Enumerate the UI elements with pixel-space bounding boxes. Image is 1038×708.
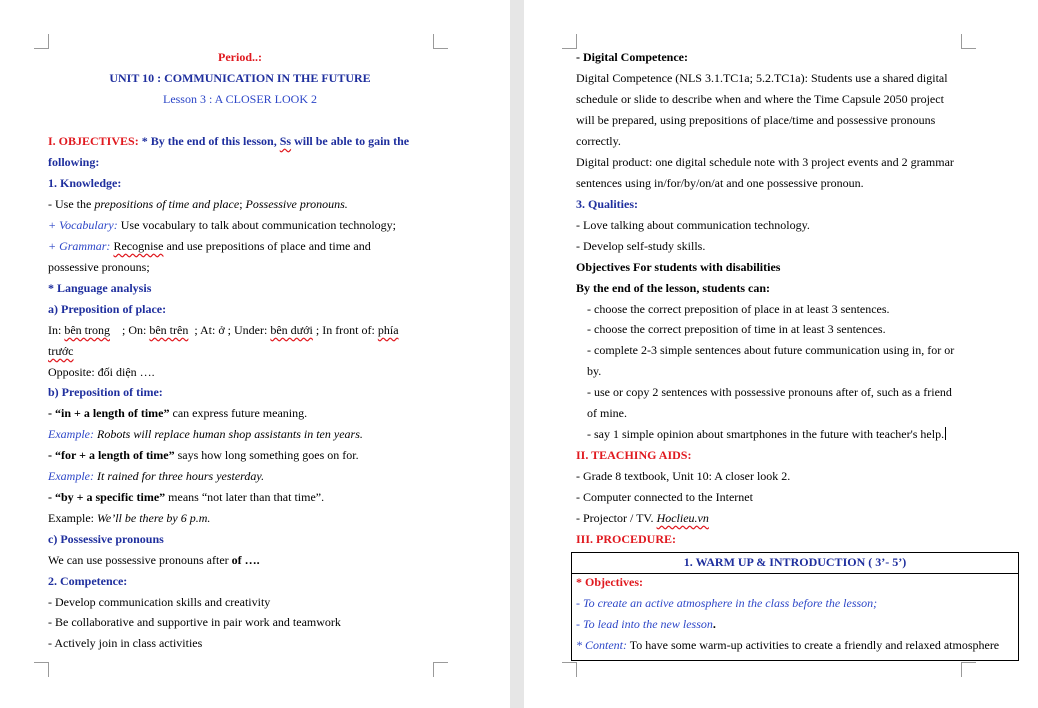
text-line[interactable]: Opposite: đối diện ….: [48, 365, 155, 379]
spellcheck-word: Recognise: [113, 239, 164, 253]
text-line[interactable]: We can use possessive pronouns after of ….: [48, 553, 260, 567]
document-page-2: [524, 0, 1038, 708]
text-line[interactable]: of mine.: [587, 406, 627, 420]
text-line[interactable]: - Develop self-study skills.: [576, 239, 706, 253]
time-heading[interactable]: b) Preposition of time:: [48, 385, 163, 399]
text-line[interactable]: In: bên trong ; On: bên trên ; At: ở ; Under: bên dưới ; In front of: phía: [48, 323, 399, 337]
text-line[interactable]: - complete 2-3 simple sentences about future communication using in, for or: [587, 343, 955, 357]
table-text-line[interactable]: - To create an active atmosphere in the class before the lesson;: [576, 596, 878, 610]
text-line[interactable]: - “in + a length of time” can express future meaning.: [48, 406, 308, 420]
teaching-aids-heading[interactable]: II. TEACHING AIDS:: [576, 448, 692, 462]
qualities-heading[interactable]: 3. Qualities:: [576, 197, 638, 211]
text-line[interactable]: - Be collaborative and supportive in pair work and teamwork: [48, 615, 341, 629]
table-text-line[interactable]: - To lead into the new lesson.: [576, 617, 716, 631]
text-line[interactable]: - say 1 simple opinion about smartphones in the future with teacher's help.: [587, 427, 945, 441]
text-line[interactable]: - Develop communication skills and creativity: [48, 595, 271, 609]
crop-mark-bottom-right: [961, 662, 976, 677]
document-page-1: [0, 0, 510, 708]
hyperlink-text[interactable]: Hoclieu.vn: [656, 511, 709, 525]
crop-mark-top-left: [34, 34, 49, 49]
crop-mark-top-left: [562, 34, 577, 49]
table-header-row: [572, 553, 1018, 574]
unit-title[interactable]: UNIT 10 : COMMUNICATION IN THE FUTURE: [109, 71, 371, 85]
text-line[interactable]: - Actively join in class activities: [48, 636, 203, 650]
crop-mark-bottom-left: [34, 662, 49, 677]
text-line[interactable]: - “by + a specific time” means “not later than that time”.: [48, 490, 325, 504]
text-line[interactable]: - Use the prepositions of time and place; Possessive pronouns.: [48, 197, 348, 211]
disabilities-subheading[interactable]: By the end of the lesson, students can:: [576, 281, 771, 295]
text-line[interactable]: - use or copy 2 sentences with possessive pronouns after of, such as a friend: [587, 385, 952, 399]
objectives-line[interactable]: I. OBJECTIVES: * By the end of this lesson, Ss will be able to gain the: [48, 134, 410, 148]
text-line[interactable]: + Vocabulary: Use vocabulary to talk about communication technology;: [48, 218, 397, 232]
text-line[interactable]: trước: [48, 344, 74, 358]
text-line[interactable]: - “for + a length of time” says how long something goes on for.: [48, 448, 359, 462]
crop-mark-bottom-right: [433, 662, 448, 677]
period-label[interactable]: Period..:: [218, 50, 262, 64]
competence-heading[interactable]: 2. Competence:: [48, 574, 128, 588]
text-line[interactable]: possessive pronouns;: [48, 260, 150, 274]
crop-mark-bottom-left: [562, 662, 577, 677]
text-line[interactable]: sentences using in/for/by/on/at and one possessive pronoun.: [576, 176, 864, 190]
text-line[interactable]: schedule or slide to describe when and where the Time Capsule 2050 project: [576, 92, 944, 106]
table-text-line[interactable]: * Content: To have some warm-up activities to create a friendly and relaxed atmosphere: [576, 638, 1000, 652]
text-line[interactable]: correctly.: [576, 134, 621, 148]
text-line[interactable]: - Projector / TV. Hoclieu.vn: [576, 511, 709, 525]
text-line[interactable]: by.: [587, 364, 602, 378]
crop-mark-top-right: [961, 34, 976, 49]
place-heading[interactable]: a) Preposition of place:: [48, 302, 167, 316]
text-cursor: [945, 427, 946, 440]
text-line[interactable]: - Love talking about communication technology.: [576, 218, 810, 232]
text-line[interactable]: - Grade 8 textbook, Unit 10: A closer look 2.: [576, 469, 791, 483]
language-analysis-heading[interactable]: * Language analysis: [48, 281, 152, 295]
procedure-table[interactable]: [571, 552, 1019, 661]
crop-mark-top-right: [433, 34, 448, 49]
text-line[interactable]: - choose the correct preposition of place in at least 3 sentences.: [587, 302, 890, 316]
digital-competence-heading[interactable]: - Digital Competence:: [576, 50, 688, 64]
objectives-heading: I. OBJECTIVES:: [48, 134, 139, 148]
text-line[interactable]: Digital Competence (NLS 3.1.TC1a; 5.2.TC1a): Students use a shared digital: [576, 71, 948, 85]
lesson-title[interactable]: Lesson 3 : A CLOSER LOOK 2: [162, 92, 317, 106]
spellcheck-word: Ss: [279, 134, 292, 148]
text-line[interactable]: - choose the correct preposition of time in at least 3 sentences.: [587, 322, 886, 336]
text-line[interactable]: will be prepared, using prepositions of place/time and possessive pronouns: [576, 113, 936, 127]
text-line[interactable]: following:: [48, 155, 100, 169]
table-objectives-label[interactable]: * Objectives:: [576, 575, 643, 589]
warmup-heading[interactable]: 1. WARM UP & INTRODUCTION ( 3’- 5’): [683, 555, 907, 569]
disabilities-heading[interactable]: Objectives For students with disabilities: [576, 260, 781, 274]
knowledge-heading[interactable]: 1. Knowledge:: [48, 176, 122, 190]
text-line[interactable]: Example: We’ll be there by 6 p.m.: [48, 511, 211, 525]
text-line[interactable]: - Computer connected to the Internet: [576, 490, 753, 504]
text-line[interactable]: Example: It rained for three hours yesterday.: [48, 469, 265, 483]
text-line[interactable]: + Grammar: Recognise and use prepositions of place and time and: [48, 239, 371, 253]
text-line[interactable]: Example: Robots will replace human shop assistants in ten years.: [48, 427, 363, 441]
text-line[interactable]: Digital product: one digital schedule note with 3 project events and 2 grammar: [576, 155, 954, 169]
procedure-heading[interactable]: III. PROCEDURE:: [576, 532, 677, 546]
possessive-heading[interactable]: c) Possessive pronouns: [48, 532, 164, 546]
